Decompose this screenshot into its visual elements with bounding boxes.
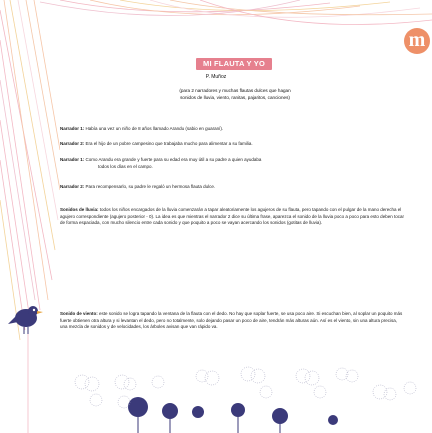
narrator-label: Narrador 2: xyxy=(60,141,85,146)
narrator-label: Narrador 1: xyxy=(60,126,85,131)
narrator-text: Como Arandu era grande y fuerte para su edad era muy útil a su padre a quien ayudaba xyxy=(85,157,262,162)
round-bird-icon xyxy=(128,397,338,433)
page-title: MI FLAUTA Y YO xyxy=(196,58,272,70)
narrator-text-continued: todos los días en el campo. xyxy=(98,164,153,169)
bird-icon xyxy=(8,306,43,334)
rain-sounds-label: Sonidos de lluvia: xyxy=(60,207,99,212)
author-name: P. Muñoz xyxy=(205,74,227,80)
narrator-label: Narrador 1: xyxy=(60,157,85,162)
narrator-text: Era el hijo de un pobre campesino que trabajaba mucho para alimentar a su familia. xyxy=(85,141,253,146)
dotted-cloud-icon xyxy=(75,367,416,408)
subtitle-line-2: sonidos de lluvia, viento, ranitas, pajaritos, canciones) xyxy=(180,95,290,100)
publisher-logo: m xyxy=(404,28,430,54)
rain-sounds-text: todos los niños encargados de la lluvia comenzarán a tapar aleatoriamente los agujeros de su flauta, pero tapando con el pulgar de la mano derecha el agujero correspondiente (agujero posterior - 0). La idea es que mientras el narrador 2 dice su última frase, aparezca el sonido de la lluvia poco a poco para esto deben tocar de forma espaciada, con mucho silencio entre cada sonido y que poquito a poco se vayan acercando los sonidos (gotitas de lluvia). xyxy=(60,207,404,225)
wind-sounds-label: Sonido de viento: xyxy=(60,311,98,316)
narrator-text: Para recompensarlo, su padre le regaló un hermosa flauta dulce. xyxy=(85,184,216,189)
narrator-label: Narrador 2: xyxy=(60,184,85,189)
wind-sounds-text: este sonido se logra tapando la ventana de la flauta con el dedo. No hay que soplar fuerte, se usa poco aire. Si escuchan bien, al soplar un poquito más fuerte obtienen otra altura y si levantan el dedo, pero no totalmente, solo dejando pasar un poco de aire, tendrán más alturas aún. Así es el viento, sin una altura precisa, una mezcla de sonidos y de velocidades, los árboles avisan que van rápido va. xyxy=(60,311,403,329)
narrator-text: Había una vez un niño de 8 años llamado Arandu (sabio en guaraní). xyxy=(85,126,224,131)
subtitle-line-1: (para 2 narradores y muchas flautas dulces que hagan xyxy=(179,88,291,93)
